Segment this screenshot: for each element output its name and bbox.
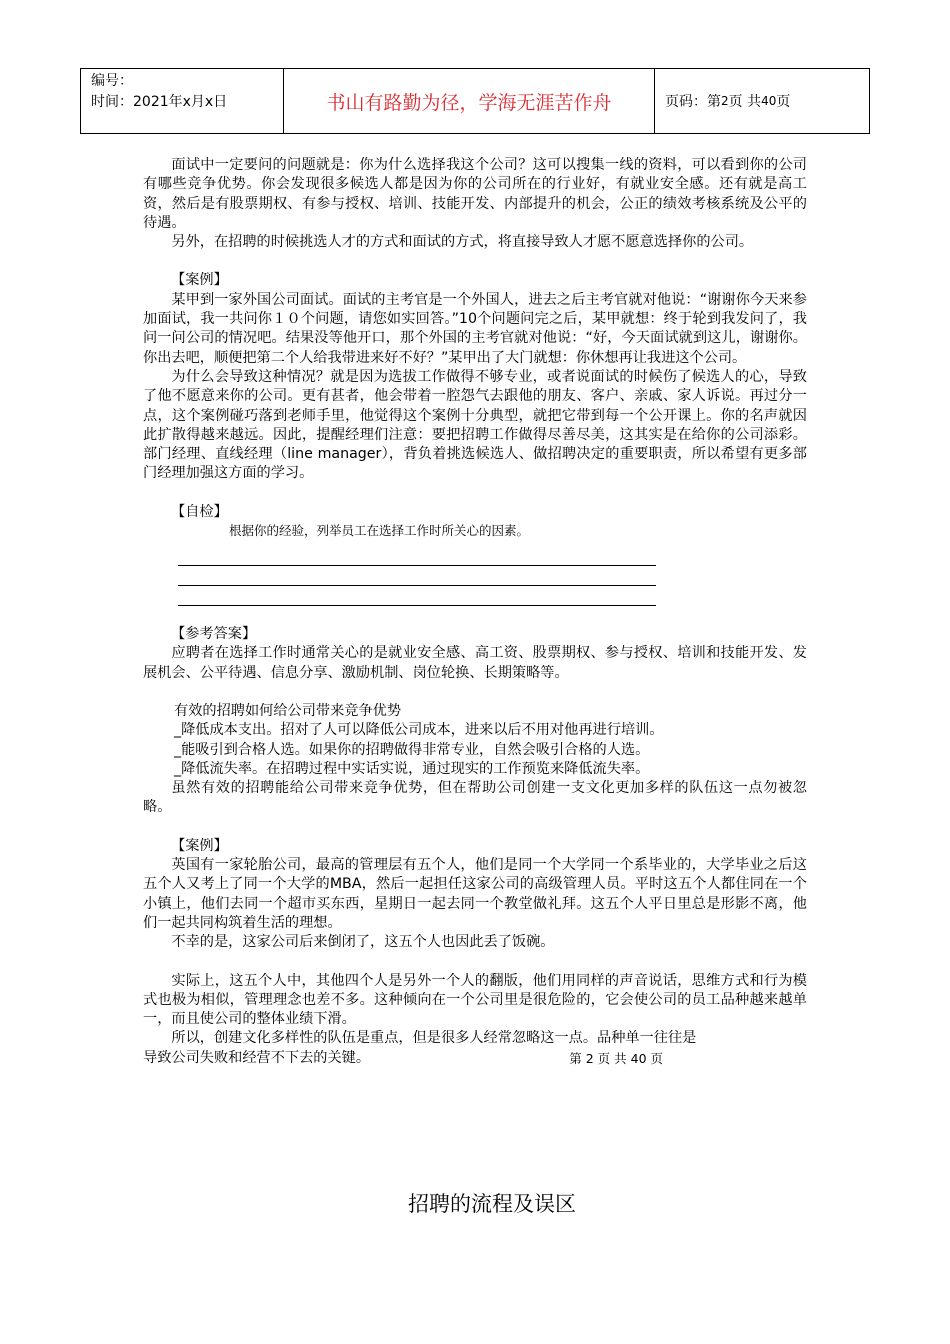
time-label: 时间：2021年x月x日 (91, 94, 228, 110)
page-prefix: 页码：第 (665, 94, 721, 110)
header-table (80, 68, 870, 134)
paragraph-end: 导致公司失败和经营不下去的关键。 (143, 1049, 371, 1066)
answer-lines (178, 546, 656, 606)
motto-text: 书山有路勤为径，学海无涯苦作舟 (326, 91, 612, 114)
section-heading: 有效的招聘如何给公司带来竞争优势 (174, 702, 402, 719)
paragraph: 应聘者在选择工作时通常关心的是就业安全感、高工资、股票期权、参与授权、培训和技能开发、发展机会、公平待遇、信息分享、激励机制、岗位轮换、长期策略等。 (143, 645, 807, 681)
page-number-cell (655, 69, 869, 133)
paragraph: 面试中一定要问的问题就是：你为什么选择我这个公司？这可以搜集一线的资料，可以看到你的公司有哪些竞争优势。你会发现很多候选人都是因为你的公司所在的行业好，有就业安全感。还有就是高工资，然后是有股票期权、有参与授权、培训、技能开发、内部提升的机会，公正的绩效考核系统及公平的待遇。 (143, 157, 807, 231)
list-item: _降低成本支出。招对了人可以降低公司成本，进来以后不用对他再进行培训。 (174, 722, 664, 739)
answer-line (178, 586, 656, 606)
list-item: _降低流失率。在招聘过程中实话实说，通过现实的工作预览来降低流失率。 (174, 760, 650, 777)
last-line-row (143, 1049, 807, 1068)
document-body (143, 156, 807, 1068)
paragraph: 实际上，这五个人中，其他四个人是另外一个人的翻版，他们用同样的声音说话，思维方式和行为模式也极为相似，管理理念也差不多。这种倾向在一个公司里是很危险的，它会使公司的员工品种越来越单一，而且使公司的整体业绩下滑。 (143, 972, 807, 1028)
paragraph: 所以，创建文化多样性的队伍是重点，但是很多人经常忽略这一点。品种单一往往是 (171, 1030, 697, 1047)
header-meta-cell (81, 69, 284, 133)
paragraph: 另外，在招聘的时候挑选人才的方式和面试的方式，将直接导致人才愿不愿意选择你的公司。 (171, 234, 754, 251)
self-check-heading: 【自检】 (171, 503, 228, 520)
motto-cell (284, 69, 655, 133)
page-total: 40 (761, 94, 777, 108)
page-suffix: 页 (776, 94, 791, 110)
case-heading: 【案例】 (171, 272, 228, 289)
number-label: 编号： (91, 73, 133, 89)
case-heading: 【案例】 (171, 837, 228, 854)
paragraph: 虽然有效的招聘能给公司带来竞争优势，但在帮助公司创建一支文化更加多样的队伍这一点勿被忽略。 (143, 780, 807, 816)
next-section-title: 招聘的流程及误区 (408, 1192, 576, 1216)
footer-page-number: 第 2 页 共 40 页 (569, 1050, 663, 1066)
list-item: _能吸引到合格人选。如果你的招聘做得非常专业，自然会吸引合格的人选。 (174, 741, 650, 758)
paragraph: 英国有一家轮胎公司，最高的管理层有五个人，他们是同一个大学同一个系毕业的，大学毕业之后这五个人又考上了同一个大学的MBA，然后一起担任这家公司的高级管理人员。平时这五个人都住同在一个小镇上，他们去同一个超市买东西，星期日一起去同一个教堂做礼拜。这五个人平日里总是形影不离，他们一起共同构筑着生活的理想。 (143, 857, 807, 931)
page-num: 2 (721, 94, 729, 108)
paragraph: 为什么会导致这种情况？就是因为选拔工作做得不够专业，或者说面试的时候伤了候选人的心，导致了他不愿意来你的公司。更有甚者，他会带着一腔怨气去跟他的朋友、客户、亲戚、家人诉说。再过分一点，这个案例碰巧落到老师手里，他觉得这个案例十分典型，就把它带到每一个公开课上。你的名声就因此扩散得越来越远。因此，提醒经理们注意：要把招聘工作做得尽善尽美，这其实是在给你的公司添彩。部门经理、直线经理（line manager），背负着挑选候选人、做招聘决定的重要职责，所以希望有更多部门经理加强这方面的学习。 (143, 368, 807, 482)
self-check-question: 根据你的经验，列举员工在选择工作时所关心的因素。 (229, 523, 530, 539)
paragraph: 某甲到一家外国公司面试。面试的主考官是一个外国人，进去之后主考官就对他说：“谢谢你今天来参加面试，我一共问你１０个问题，请您如实回答。”10个问题问完之后，某甲就想：终于轮到我发问了，我问一问公司的情况吧。结果没等他开口，那个外国的主考官就对他说：“好，今天面试就到这儿，谢谢你。你出去吧，顺便把第二个人给我带进来好不好？”某甲出了大门就想：你休想再让我进这个公司。 (143, 291, 807, 366)
page-mid: 页 共 (728, 94, 762, 110)
reference-answer-heading: 【参考答案】 (171, 626, 257, 643)
answer-line (178, 546, 656, 566)
paragraph: 不幸的是，这家公司后来倒闭了，这五个人也因此丢了饭碗。 (171, 934, 555, 951)
answer-line (178, 566, 656, 586)
